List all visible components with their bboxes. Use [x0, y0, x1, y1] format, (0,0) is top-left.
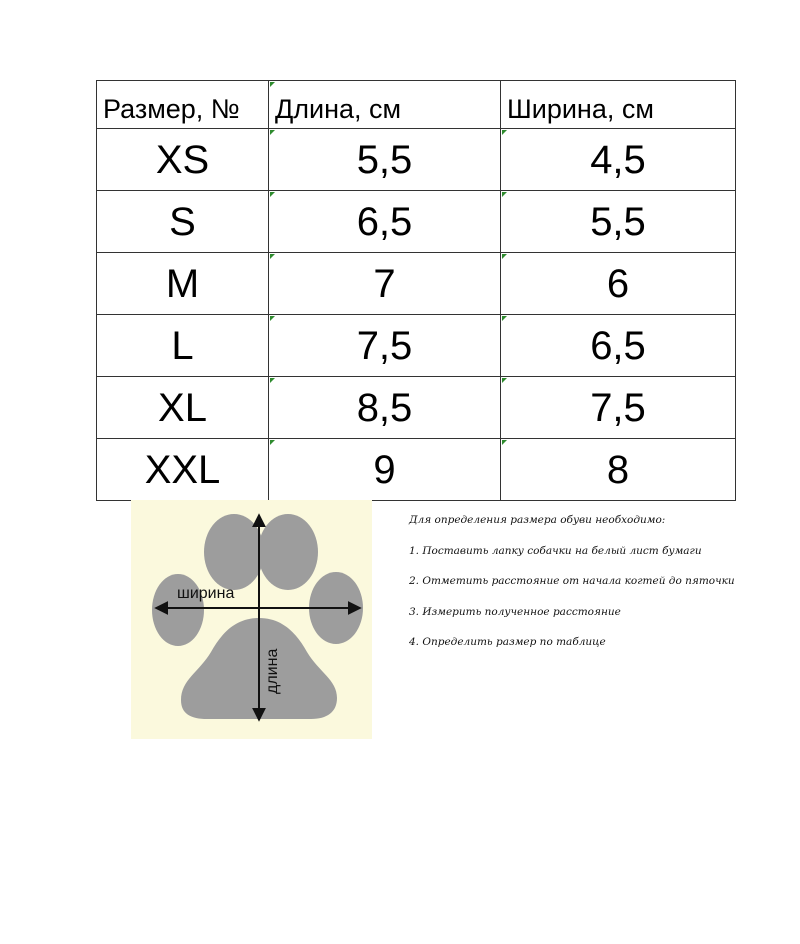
cell-length: 6,5: [269, 191, 501, 253]
paw-toe-pad: [258, 514, 318, 590]
table-row: [97, 439, 736, 501]
paw-icon: [131, 500, 372, 739]
paw-measurement-illustration: [131, 500, 372, 739]
table-row: [97, 191, 736, 253]
header-length: Длина, см: [269, 81, 501, 129]
cell-size: M: [97, 253, 269, 315]
cell-width: 4,5: [501, 129, 736, 191]
cell-width: 8: [501, 439, 736, 501]
cell-size: S: [97, 191, 269, 253]
cell-length: 7,5: [269, 315, 501, 377]
cell-length: 9: [269, 439, 501, 501]
instruction-step: 1. Поставить лапку собачки на белый лист бумаги: [409, 544, 702, 557]
table-header-row: [97, 81, 736, 129]
cell-width: 5,5: [501, 191, 736, 253]
table-row: [97, 253, 736, 315]
cell-length: 7: [269, 253, 501, 315]
paw-toe-pad: [204, 514, 264, 590]
cell-length: 8,5: [269, 377, 501, 439]
cell-size: XS: [97, 129, 269, 191]
table-row: [97, 129, 736, 191]
width-label: ширина: [177, 585, 235, 602]
instructions-title: Для определения размера обуви необходимо:: [409, 514, 666, 526]
instruction-step: 2. Отметить расстояние от начала когтей до пяточки: [409, 575, 735, 588]
table-row: [97, 377, 736, 439]
cell-size: XXL: [97, 439, 269, 501]
cell-size: XL: [97, 377, 269, 439]
cell-size: L: [97, 315, 269, 377]
size-table: [96, 80, 736, 501]
instruction-step: 3. Измерить полученное расстояние: [409, 605, 621, 618]
length-label: длина: [264, 648, 281, 694]
header-width: Ширина, см: [501, 81, 736, 129]
instruction-step: 4. Определить размер по таблице: [409, 636, 606, 649]
table-row: [97, 315, 736, 377]
cell-width: 6: [501, 253, 736, 315]
cell-width: 7,5: [501, 377, 736, 439]
cell-width: 6,5: [501, 315, 736, 377]
instructions: [409, 514, 794, 667]
header-size: Размер, №: [97, 81, 269, 129]
cell-length: 5,5: [269, 129, 501, 191]
